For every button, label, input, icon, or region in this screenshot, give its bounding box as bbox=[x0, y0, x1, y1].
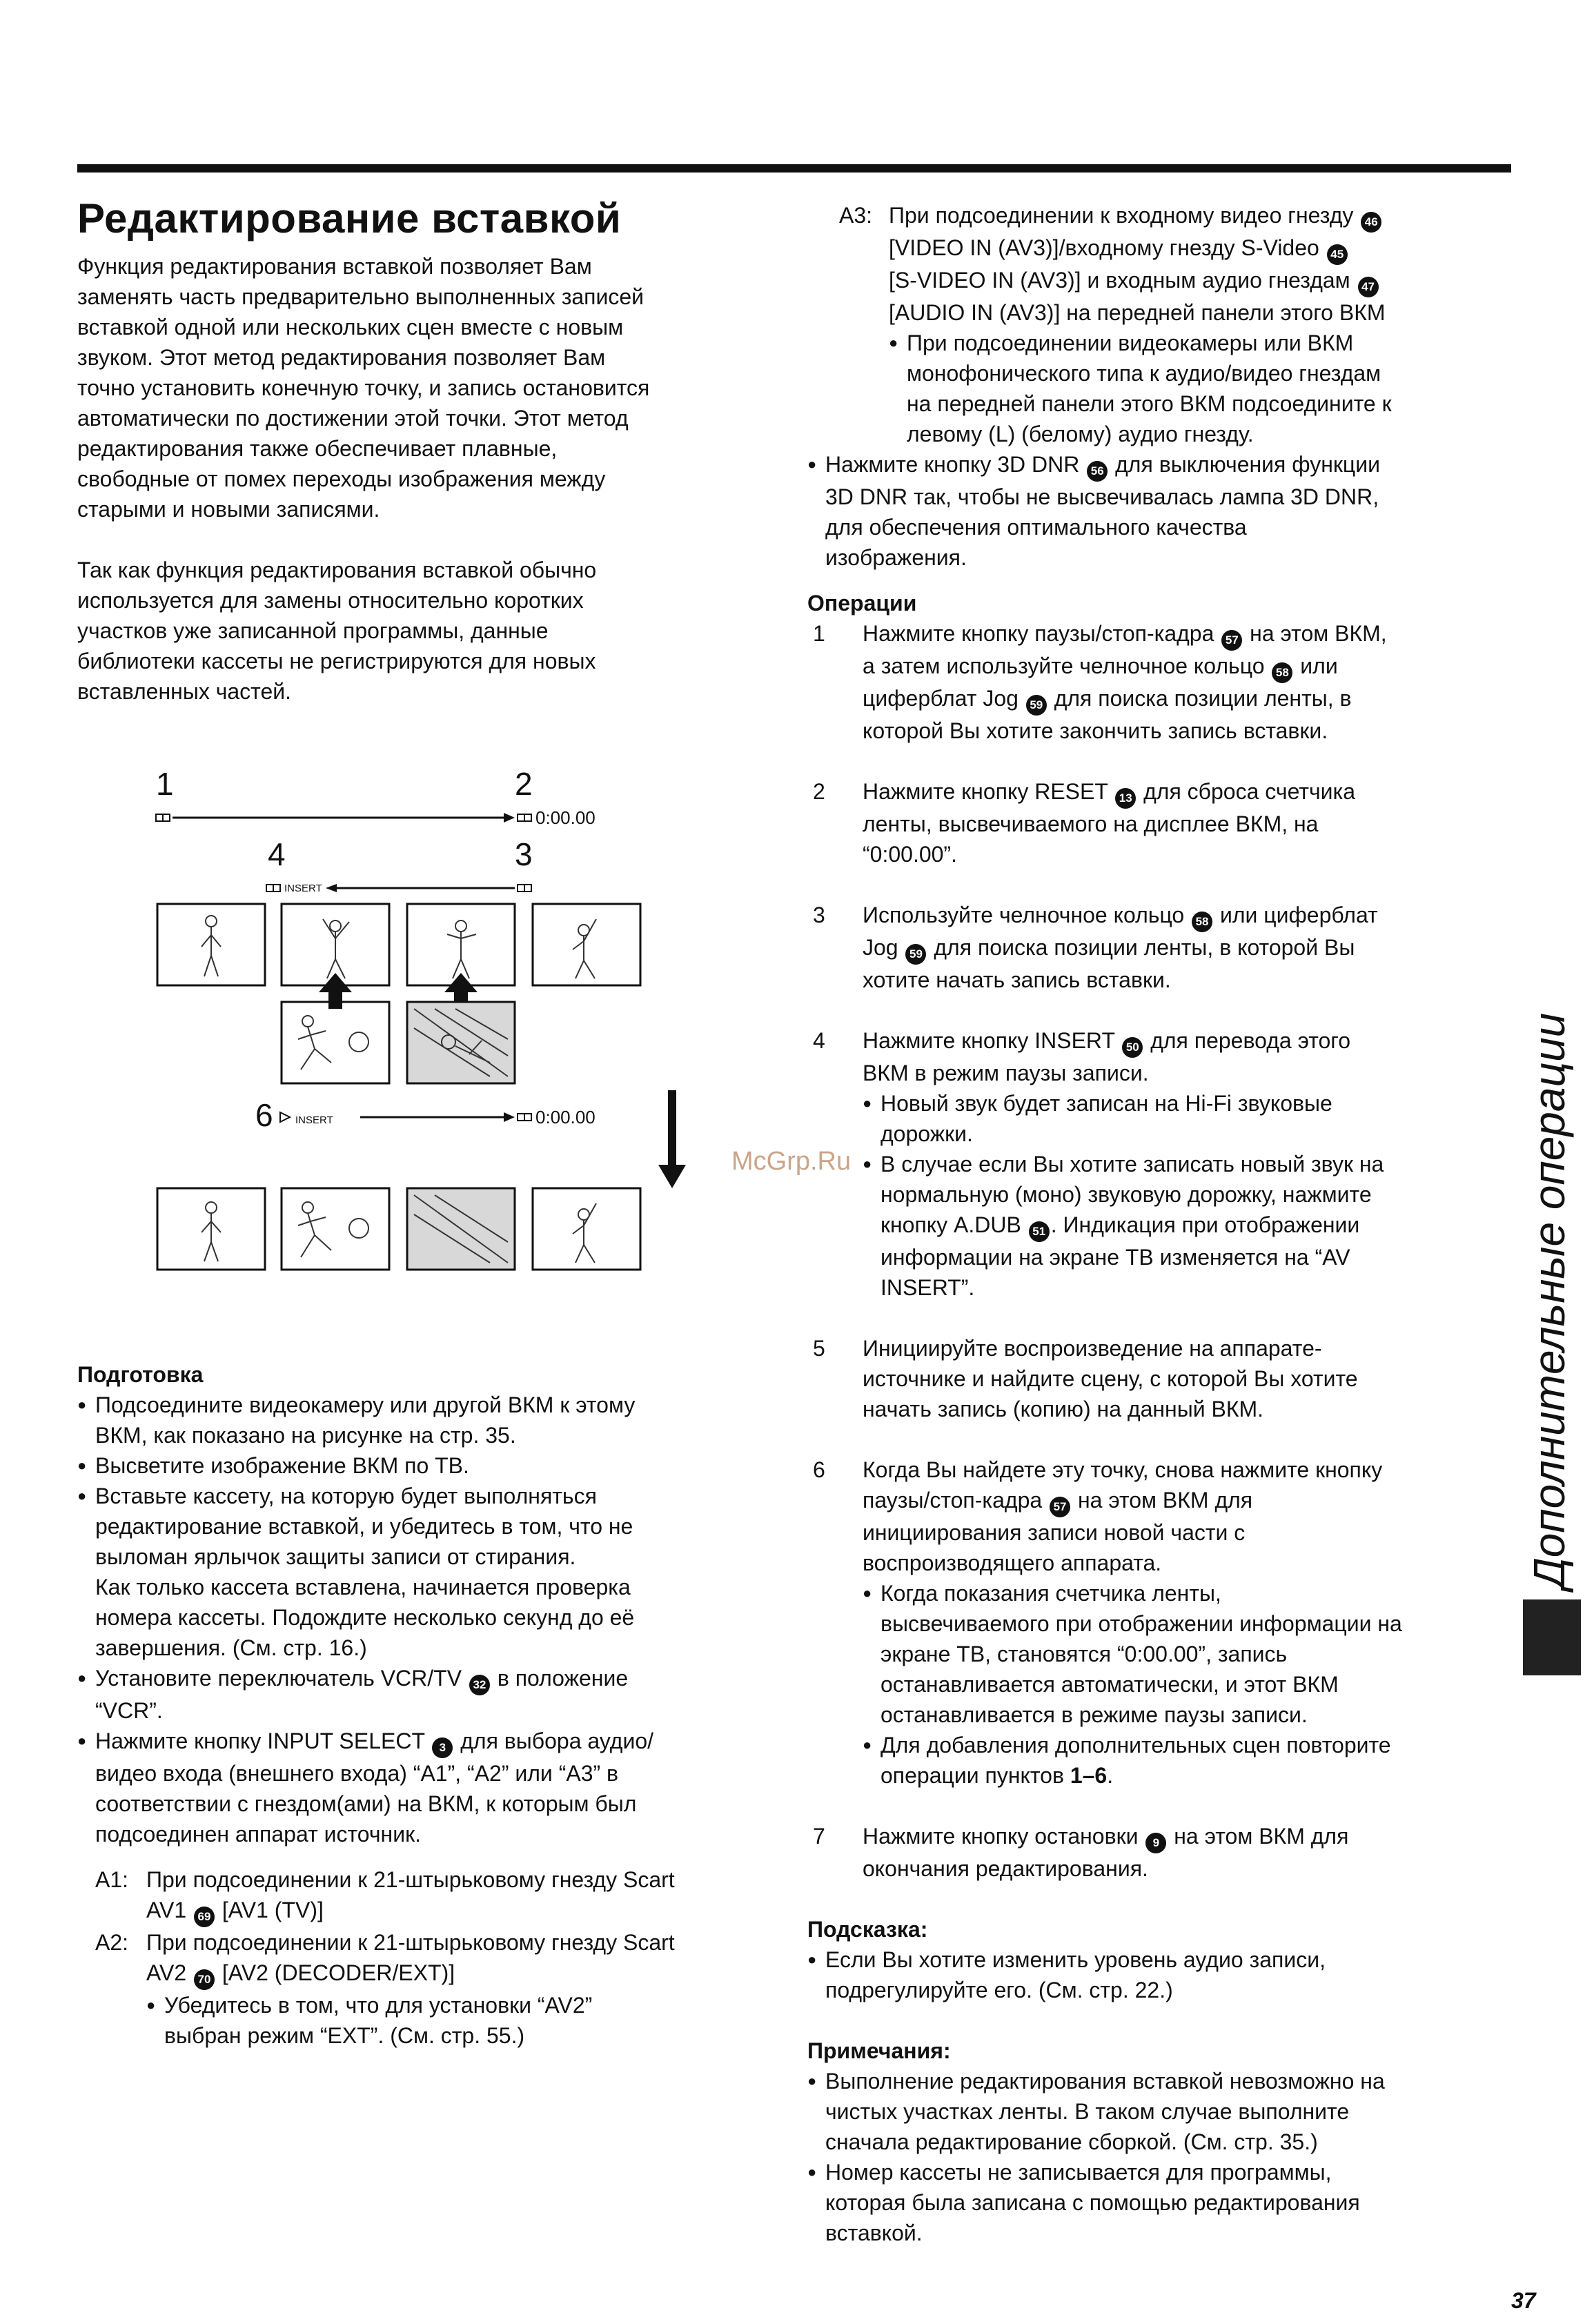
step-7: 7 Нажмите кнопку остановки 9 на этом ВКМ для окончания редактирования. bbox=[813, 1824, 1349, 1881]
prep-bullet: ● Высветите изображение ВКМ по ТВ. bbox=[77, 1450, 767, 1481]
page-title: Редактирование вставкой bbox=[77, 195, 622, 242]
tape-icon bbox=[524, 885, 531, 892]
diagram-label-6: 6 bbox=[255, 1097, 273, 1133]
tape-icon bbox=[524, 814, 531, 821]
callout-number: 58 bbox=[1192, 912, 1212, 932]
step-6-note: ● Для добавления дополнительных сцен повторите операции пунктов 1–6. bbox=[863, 1730, 1504, 1791]
step-4-note: ● В случае если Вы хотите записать новый звук на нормальную (моно) звуковую дорожку, нажмите кнопку A.DUB 51 . Индикация при отображении информации на экране ТВ изменяется на “AV INSERT”. bbox=[863, 1149, 1504, 1303]
section-side-label: Дополнительные операции bbox=[1524, 1012, 1574, 1589]
play-icon bbox=[280, 1112, 290, 1122]
tape-icon bbox=[518, 1114, 524, 1121]
step-6: 6 Когда Вы найдете эту точку, снова нажмите кнопку паузы/стоп-кадра 57 на этом ВКМ для инициирования записи новой части с воспроизводящего аппарата. ● Когда показания счетчика ленты, высвечиваемого при отображении информации на экране ТВ, становятся “0:00.00”, запись останавливается автоматически, и этот ВКМ останавливается в режиме паузы записи. ● Для добавления дополнительных сцен повторите операции пунктов 1–6. bbox=[807, 1455, 1504, 1791]
intro-line: старыми и новыми записями. bbox=[77, 497, 380, 522]
tape-icon bbox=[266, 885, 273, 892]
page-number: 37 bbox=[1511, 2288, 1536, 2313]
preparation-section bbox=[77, 1359, 767, 2051]
notes-bullet: ● Номер кассеты не записывается для программы, которая была записана с помощью редактирования вставкой. bbox=[807, 2157, 1504, 2248]
intro-line: Функция редактирования вставкой позволяет Вам bbox=[77, 254, 592, 279]
callout-number: 70 bbox=[194, 1969, 215, 1990]
prep-heading: Подготовка bbox=[77, 1362, 204, 1387]
input-a1: A1: При подсоединении к 21-штырьковому гнезду Scart AV1 69 [AV1 (TV)] bbox=[77, 1864, 767, 1927]
prep-bullet: ● Нажмите кнопку INPUT SELECT 3 для выбора аудио/ видео входа (внешнего входа) “A1”, “A2” или “A3” в соответствии с гнездом(ами) на ВКМ, к которым был подсоединен аппарат источник. bbox=[77, 1726, 767, 1849]
callout-number: 59 bbox=[1026, 695, 1047, 716]
section-tab-marker bbox=[1523, 1599, 1581, 1675]
frame-old-4 bbox=[533, 904, 640, 985]
arrow-head bbox=[504, 1112, 515, 1122]
dnr-bullet: ● Нажмите кнопку 3D DNR 56 для выключения функции 3D DNR так, чтобы не высвечивалась лампа 3D DNR, для обеспечения оптимального качества изображения. bbox=[807, 449, 1504, 573]
callout-number: 57 bbox=[1050, 1497, 1070, 1517]
intro2-line: используется для замены относительно коротких bbox=[77, 588, 584, 613]
ops-heading: Операции bbox=[807, 591, 917, 616]
callout-number: 13 bbox=[1115, 788, 1136, 809]
notes-heading: Примечания: bbox=[807, 2038, 951, 2063]
callout-number: 46 bbox=[1361, 212, 1381, 233]
tape-icon bbox=[518, 885, 524, 892]
insert-edit-diagram bbox=[145, 766, 711, 1290]
step-4: 4 Нажмите кнопку INSERT 50 для перевода этого ВКМ в режим паузы записи. ● Новый звук будет записан на Hi-Fi звуковые дорожки. ● В случае если Вы хотите записать новый звук на нормальную (моно) звуковую дорожку, нажмите кнопку A.DUB 51 . Индикация при отображении информации на экране ТВ изменяется на “AV INSERT”. bbox=[807, 1025, 1504, 1303]
intro-line: свободные от помех переходы изображения между bbox=[77, 466, 606, 491]
intro-line: звуком. Этот метод редактирования позволяет Вам bbox=[77, 345, 606, 370]
tape-icon bbox=[156, 814, 163, 821]
intro2-line: Так как функция редактирования вставкой обычно bbox=[77, 558, 597, 582]
input-a3: A3: При подсоединении к входному видео гнезду 46 [VIDEO IN (AV3)]/входному гнезду S-Video 45 [S-VIDEO IN (AV3)] и входным аудио гнездам 47 [AUDIO IN (AV3)] на передней панели этого ВКМ ● При подсоединении видеокамеры или ВКМ монофонического типа к аудио/видео гнездам на передней панели этого ВКМ подсоедините к левому (L) (белому) аудио гнезду. bbox=[807, 200, 1504, 449]
callout-number: 51 bbox=[1029, 1221, 1050, 1242]
golfer-figures bbox=[201, 916, 596, 978]
callout-number: 57 bbox=[1221, 630, 1242, 651]
insert-label-bottom: INSERT bbox=[295, 1114, 333, 1126]
frame-result-4 bbox=[533, 1188, 640, 1270]
callout-number: 32 bbox=[469, 1675, 490, 1695]
watermark: McGrp.Ru bbox=[731, 1147, 852, 1176]
prep-bullet: ● Вставьте кассету, на которую будет выполняться редактирование вставкой, и убедитесь в том, что не выломан ярлычок защиты записи от стирания. Как только кассета вставлена, начинается проверка номера кассеты. Подождите несколько секунд до её завершения. (См. стр. 16.) bbox=[77, 1481, 767, 1663]
counter-top: 0:00.00 bbox=[535, 807, 596, 828]
callout-number: 45 bbox=[1327, 244, 1348, 265]
callout-number: 3 bbox=[432, 1737, 453, 1758]
diagram-label-1: 1 bbox=[156, 766, 174, 802]
callout-number: 56 bbox=[1087, 461, 1108, 482]
notes-bullet: ● Выполнение редактирования вставкой невозможно на чистых участках ленты. В таком случае выполните сначала редактирование сборкой. (См. стр. 35.) bbox=[807, 2066, 1504, 2157]
top-rule bbox=[77, 164, 1511, 173]
diagram-label-3: 3 bbox=[515, 836, 533, 872]
hint-heading: Подсказка: bbox=[807, 1917, 928, 1942]
callout-number: 69 bbox=[194, 1907, 215, 1927]
input-a2: A2: При подсоединении к 21-штырьковому гнезду Scart AV2 70 [AV2 (DECODER/EXT)] ● Убедитесь в том, что для установки “AV2” выбран режим “EXT”. (См. стр. 55.) bbox=[77, 1927, 767, 2051]
diagram-label-2: 2 bbox=[515, 766, 533, 802]
tape-icon bbox=[518, 814, 524, 821]
insert-arrow-up-icon bbox=[319, 973, 352, 1009]
callout-number: 47 bbox=[1358, 277, 1379, 297]
prep-bullet: ● Установите переключатель VCR/TV 32 в положение “VCR”. bbox=[77, 1663, 767, 1726]
prep-bullet: ● Подсоедините видеокамеру или другой ВКМ к этому ВКМ, как показано на рисунке на стр. 35. bbox=[77, 1390, 767, 1450]
intro2-line: вставленных частей. bbox=[77, 679, 292, 704]
callout-number: 9 bbox=[1145, 1833, 1166, 1853]
frame-new-1 bbox=[282, 1002, 389, 1083]
intro2-line: участков уже записанной программы, данные bbox=[77, 618, 549, 643]
tape-icon bbox=[273, 885, 280, 892]
a3-note: ● При подсоединении видеокамеры или ВКМ монофонического типа к аудио/видео гнездам на передней панели этого ВКМ подсоедините к левому (L) (белому) аудио гнезду. bbox=[889, 328, 1504, 449]
step-2: 2 Нажмите кнопку RESET 13 для сброса счетчика ленты, высвечиваемого на дисплее ВКМ, на “0:00.00”. bbox=[813, 779, 1356, 867]
intro-line: редактирования также обеспечивает плавные, bbox=[77, 436, 558, 461]
step-4-note: ● Новый звук будет записан на Hi-Fi звуковые дорожки. bbox=[863, 1088, 1504, 1149]
counter-bottom: 0:00.00 bbox=[535, 1107, 596, 1127]
a2-note: ● Убедитесь в том, что для установки “AV2” выбран режим “EXT”. (См. стр. 55.) bbox=[146, 1990, 767, 2051]
arrow-head bbox=[326, 884, 337, 892]
step-1: 1 Нажмите кнопку паузы/стоп-кадра 57 на этом ВКМ, а затем используйте челночное кольцо 58 или циферблат Jog 59 для поиска позиции ленты, в которой Вы хотите закончить запись вставки. bbox=[813, 621, 1387, 743]
intro-paragraph bbox=[77, 251, 767, 707]
arrow-head bbox=[504, 813, 515, 823]
callout-number: 50 bbox=[1122, 1037, 1143, 1058]
frame-result-2 bbox=[282, 1188, 389, 1270]
intro-line: вставкой одной или нескольких сцен вместе с новым bbox=[77, 315, 624, 339]
intro2-line: библиотеки кассеты не регистрируются для новых bbox=[77, 649, 596, 673]
callout-number: 59 bbox=[905, 944, 926, 965]
step-5: 5 Инициируйте воспроизведение на аппарате- источнике и найдите сцену, с которой Вы хотите начать запись (копию) на данный ВКМ. bbox=[813, 1336, 1358, 1421]
diagram-label-4: 4 bbox=[268, 836, 286, 872]
hint-bullet: ● Если Вы хотите изменить уровень аудио записи, подрегулируйте его. (См. стр. 22.) bbox=[807, 1944, 1504, 2005]
callout-number: 58 bbox=[1272, 662, 1292, 683]
step-3: 3 Используйте челночное кольцо 58 или циферблат Jog 59 для поиска позиции ленты, в которой Вы хотите начать запись вставки. bbox=[813, 903, 1378, 992]
tape-icon bbox=[163, 814, 170, 821]
intro-line: автоматически по достижении этой точки. Этот метод bbox=[77, 406, 629, 431]
insert-label-top: INSERT bbox=[284, 883, 322, 894]
intro-line: точно установить конечную точку, и запись остановится bbox=[77, 375, 650, 400]
right-column bbox=[807, 200, 1504, 2248]
intro-line: заменять часть предварительно выполненных записей bbox=[77, 284, 645, 309]
tape-icon bbox=[524, 1114, 531, 1121]
step-6-note: ● Когда показания счетчика ленты, высвечиваемого при отображении информации на экране ТВ, становятся “0:00.00”, запись останавливается автоматически, и этот ВКМ останавливается в режиме паузы записи. bbox=[863, 1578, 1504, 1730]
